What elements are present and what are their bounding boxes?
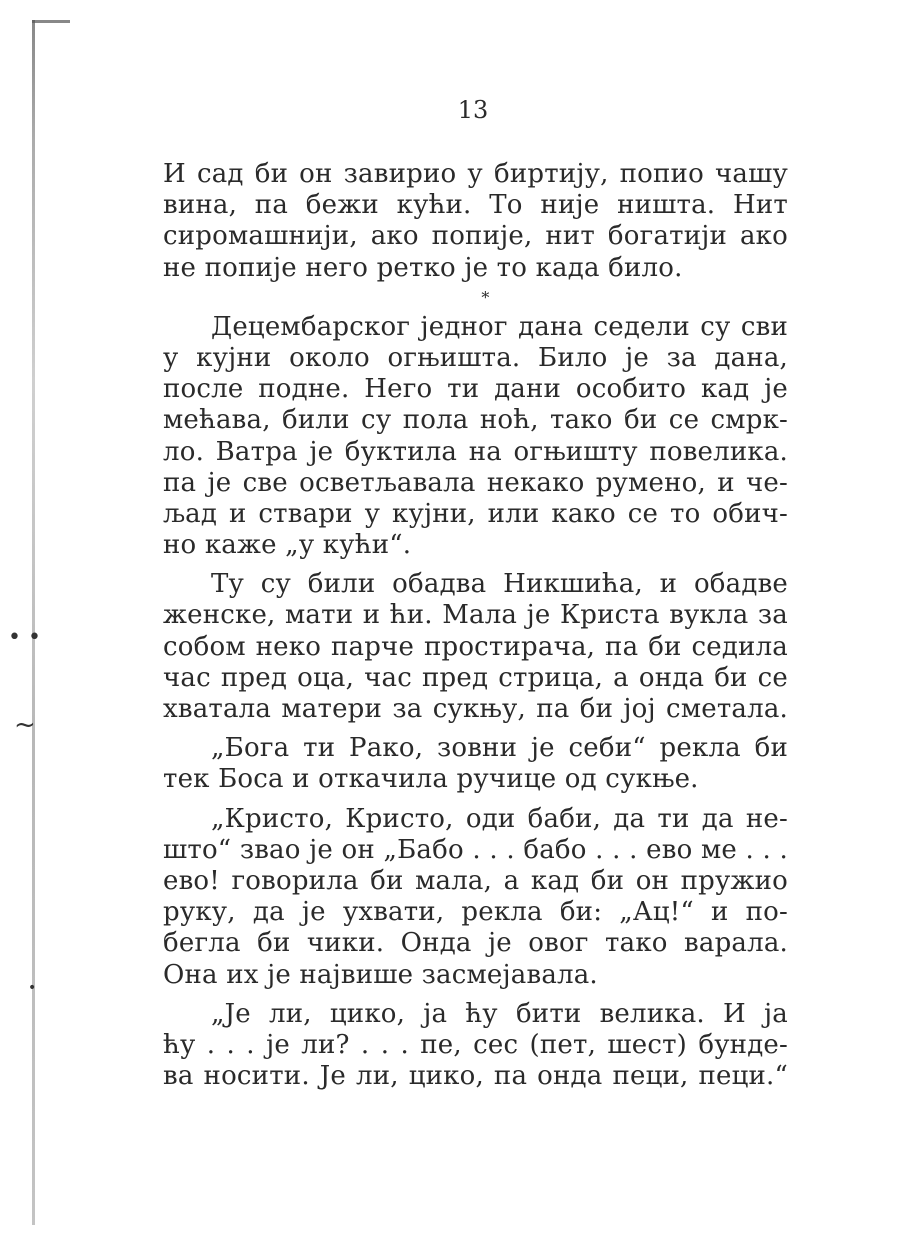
text-line: вина, па бежи кући. То није ништа. Нит [163, 190, 788, 221]
text-line: после подне. Него ти дани особито кад је [163, 374, 788, 405]
margin-ink-blot: ~ [14, 710, 36, 740]
text-line: ево! говорила би мала, а кад би он пружио [163, 865, 788, 896]
margin-speck: • • [8, 625, 41, 650]
text-line: Она их је највише засмејавала. [163, 959, 598, 990]
text-line: хватала матери за сукњу, па би јој сметала. [163, 694, 788, 724]
text-line: ва носити. Је ли, цико, па онда пеци, пеци.“ [163, 1061, 788, 1092]
margin-dot: • [28, 980, 37, 996]
text-line: па је све осветљавала некако румено, и че- [163, 467, 788, 498]
text-line: мећава, били су пола ноћ, тако би се смрк- [163, 405, 788, 436]
text-line: тек Боса и откачила ручице од сукње. [163, 764, 699, 795]
text-line: не попије него ретко је то када било. [163, 252, 683, 283]
text-line: што“ звао је он „Бабо . . . бабо . . . ево ме . . . [163, 834, 788, 865]
text-line: собом неко парче простирача, па би седила [163, 631, 788, 662]
text-line: „Бога ти Рако, зовни је себи“ рекла би [211, 733, 788, 764]
section-separator: * [481, 287, 490, 307]
text-line: љад и ствари у кујни, или како се то обич- [163, 498, 788, 529]
page-number: 13 [457, 96, 489, 124]
text-line: час пред оца, час пред стрица, а онда би се [163, 662, 788, 693]
text-line: Ту су били обадва Никшића, и обадве [211, 569, 788, 600]
text-line: но каже „у кући“. [163, 530, 412, 561]
text-line: Децембарског једног дана седели су сви [211, 311, 788, 342]
text-line: руку, да је ухвати, рекла би: „Ац!“ и по- [163, 897, 788, 928]
text-line: бегла би чики. Онда је овог тако варала. [163, 928, 788, 959]
text-line: у кујни около огњишта. Било је за дана, [163, 342, 788, 373]
text-line: И сад би он завирио у биртију, попио чашу [163, 159, 788, 189]
text-line: ћу . . . је ли? . . . пе, сес (пет, шест) бунде- [163, 1029, 788, 1060]
text-line: женске, мати и ћи. Мала је Криста вукла за [163, 600, 788, 631]
text-line: „Је ли, цико, ја ћу бити велика. И ја [211, 998, 788, 1029]
text-line: ло. Ватра је буктила на огњишту повелика. [163, 436, 788, 467]
binding-edge [32, 20, 35, 1225]
body-text [163, 159, 788, 1092]
binding-edge-top [32, 20, 70, 23]
text-line: сиромашнији, ако попије, нит богатији ако [163, 221, 788, 252]
text-line: „Кристо, Кристо, оди баби, да ти да не- [211, 803, 788, 834]
